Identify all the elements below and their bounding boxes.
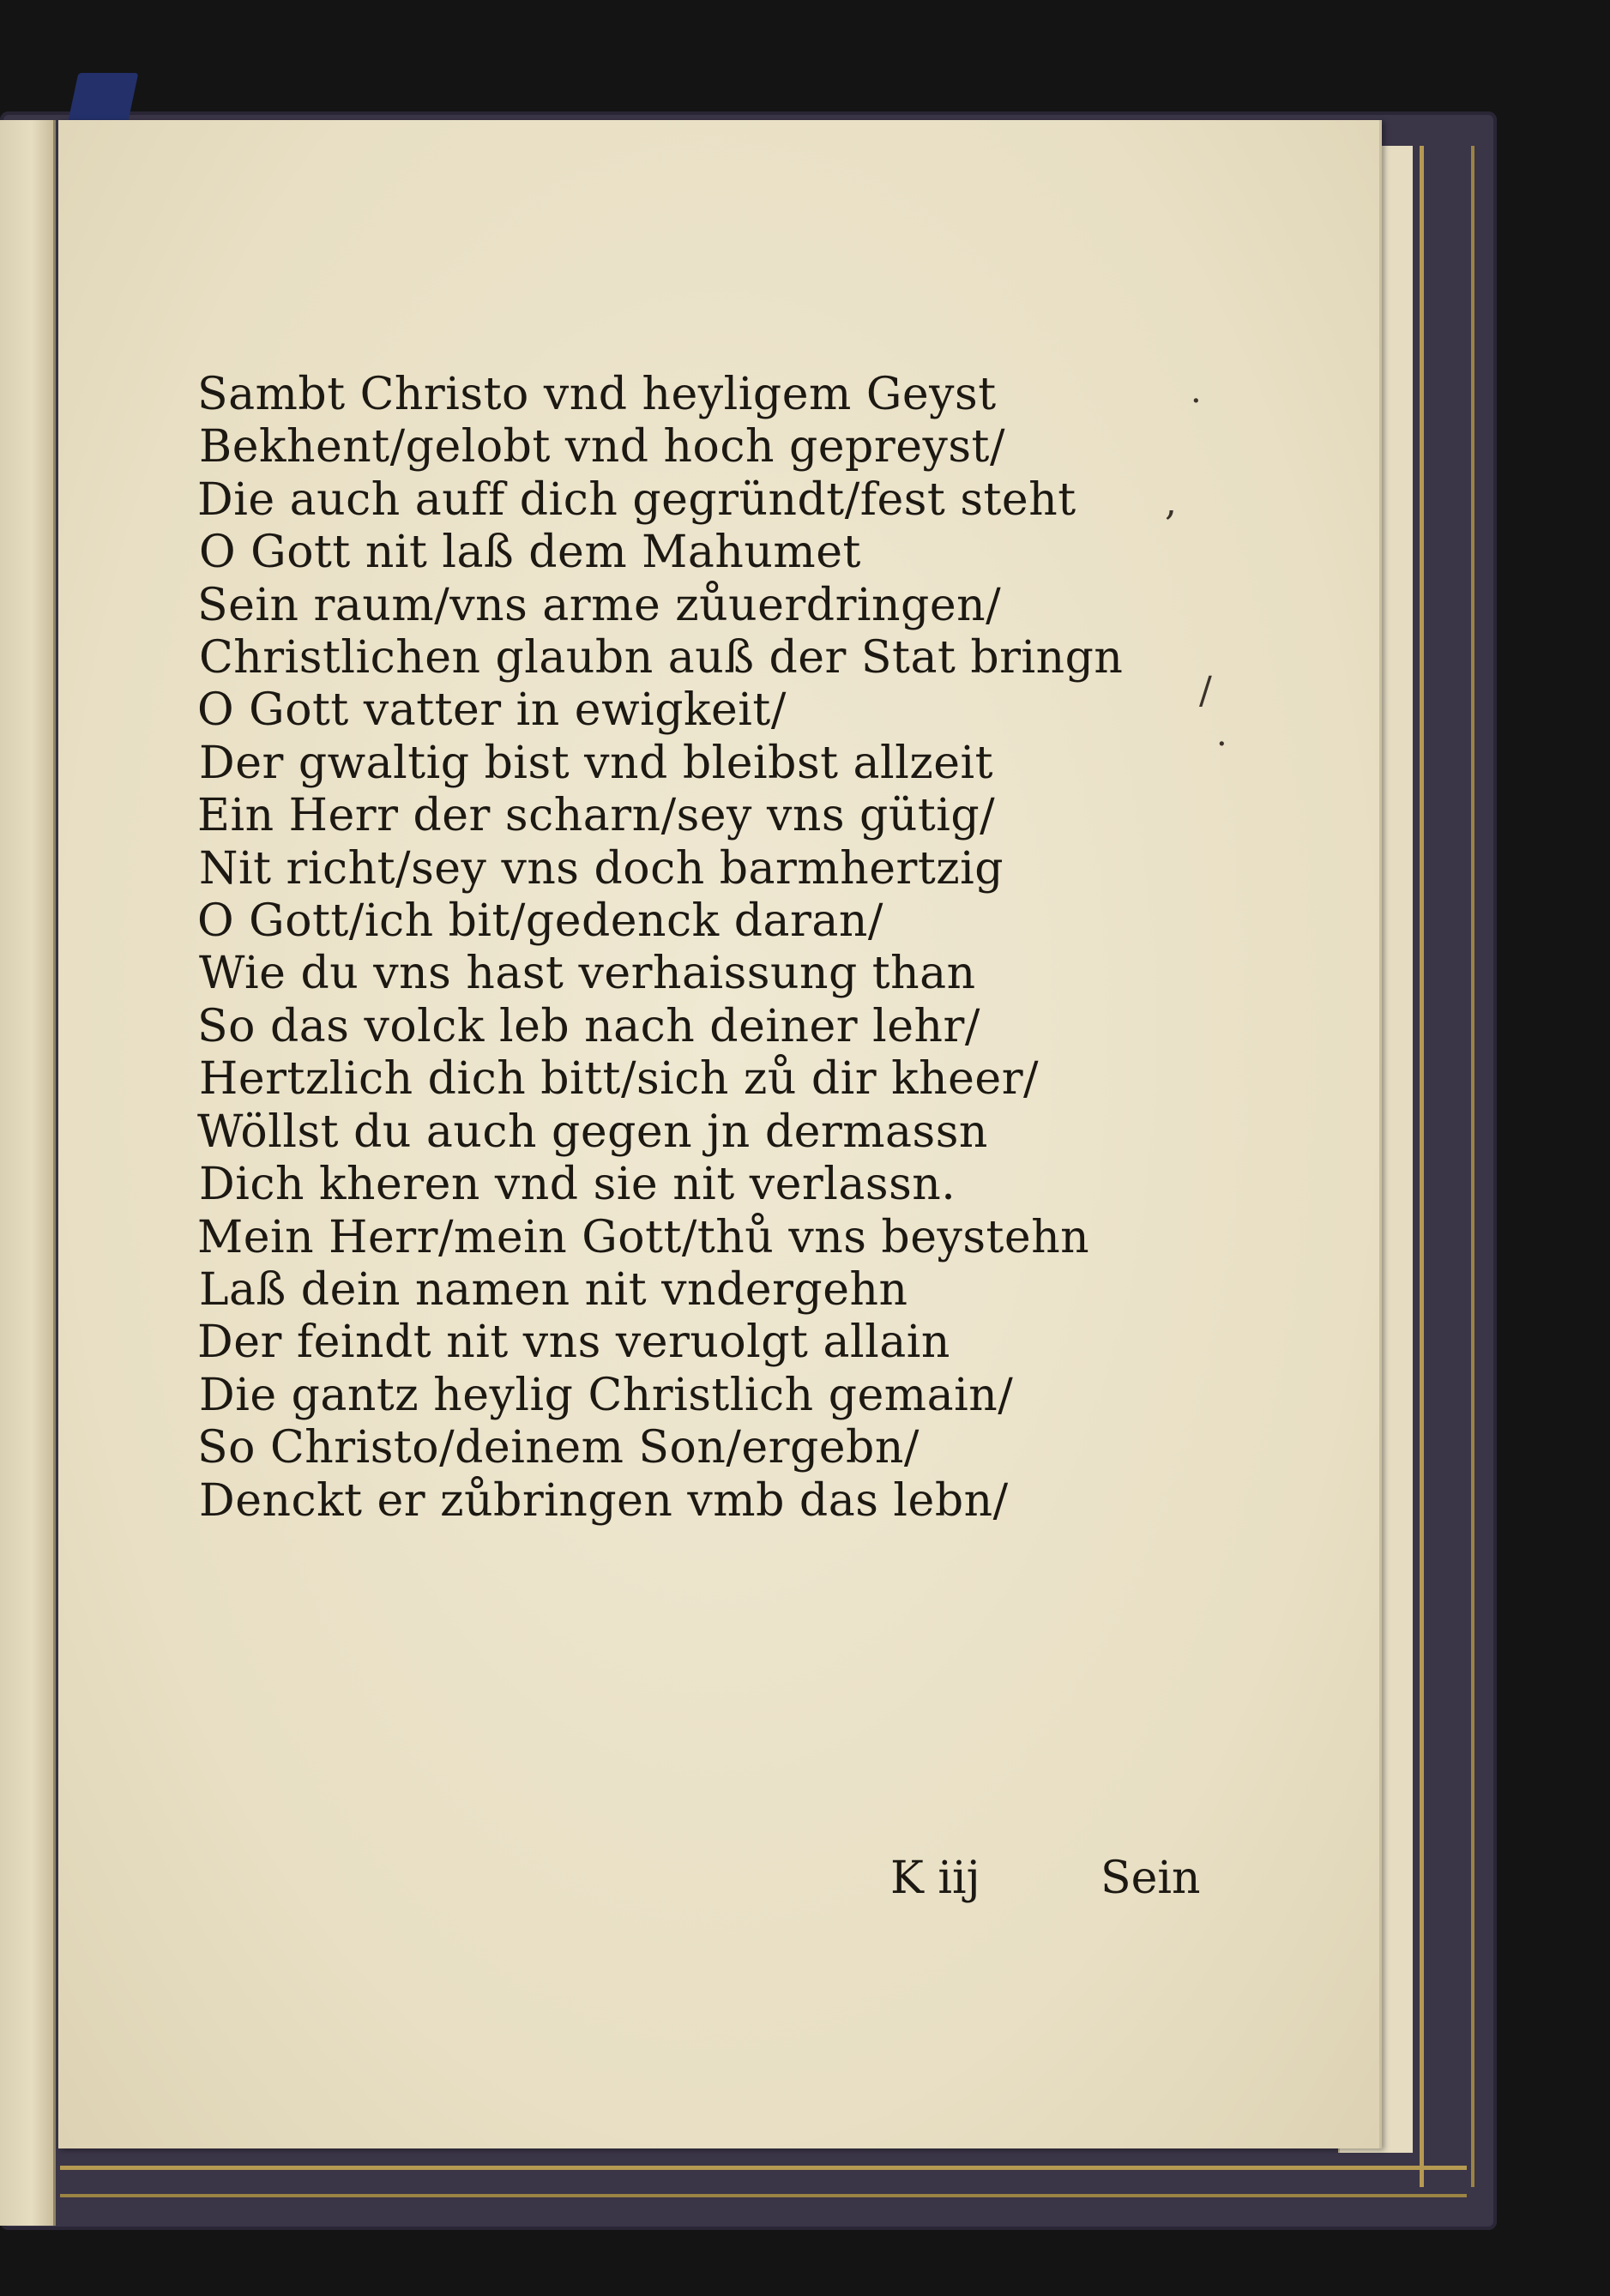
verse-line: So Christo/deinem Son/ergebn/ bbox=[197, 1422, 920, 1474]
margin-mark: / bbox=[1199, 669, 1212, 713]
verse-line: So das volck leb nach deiner lehr/ bbox=[197, 1000, 980, 1052]
verse-line: Der gwaltig bist vnd bleibst allzeit bbox=[199, 737, 994, 789]
verse-line: Mein Herr/mein Gott/thů vns beystehn bbox=[197, 1211, 1090, 1263]
verse-line: Sein raum/vns arme zůuerdringen/ bbox=[197, 579, 1002, 631]
verse-text bbox=[197, 369, 1330, 1528]
verse-line: Wöllst du auch gegen jn dermassn bbox=[197, 1106, 988, 1158]
signature-mark: K iij bbox=[890, 1853, 980, 1904]
verse-line: Denckt er zůbringen vmb das lebn/ bbox=[199, 1474, 1009, 1527]
verse-line: Der feindt nit vns veruolgt allain bbox=[197, 1317, 950, 1369]
gilt-border-right bbox=[1420, 146, 1474, 2187]
verse-line: Die auch auff dich gegründt/fest steht bbox=[197, 473, 1076, 526]
verse-line: Nit richt/sey vns doch barmhertzig bbox=[199, 842, 1004, 895]
book-page bbox=[58, 120, 1382, 2148]
gilt-border-bottom bbox=[60, 2166, 1467, 2197]
verse-line: Sambt Christo vnd heyligem Geyst bbox=[197, 369, 997, 420]
verse-line: Dich kheren vnd sie nit verlassn. bbox=[199, 1159, 956, 1211]
verse-line: Laß dein namen nit vndergehn bbox=[199, 1263, 908, 1316]
verse-line: O Gott/ich bit/gedenck daran/ bbox=[197, 895, 883, 948]
verse-line: Bekhent/gelobt vnd hoch gepreyst/ bbox=[199, 421, 1005, 473]
ribbon-bookmark bbox=[68, 73, 139, 124]
catchword: Sein bbox=[1100, 1853, 1201, 1904]
verse-line: O Gott vatter in ewigkeit/ bbox=[197, 684, 787, 737]
verse-line: Wie du vns hast verhaissung than bbox=[199, 948, 976, 1000]
margin-mark: · bbox=[1191, 382, 1202, 421]
margin-mark: , bbox=[1165, 480, 1177, 524]
verse-line: O Gott nit laß dem Mahumet bbox=[199, 527, 861, 579]
page-footer bbox=[58, 1853, 1379, 1913]
margin-mark: · bbox=[1216, 725, 1227, 764]
verse-line: Hertzlich dich bitt/sich zů dir kheer/ bbox=[199, 1053, 1040, 1106]
verse-line: Die gantz heylig Christlich gemain/ bbox=[199, 1369, 1014, 1421]
verse-line: Ein Herr der scharn/sey vns gütig/ bbox=[197, 790, 996, 842]
previous-page-edge bbox=[0, 120, 56, 2226]
verse-line: Christlichen glaubn auß der Stat bringn bbox=[199, 632, 1124, 684]
